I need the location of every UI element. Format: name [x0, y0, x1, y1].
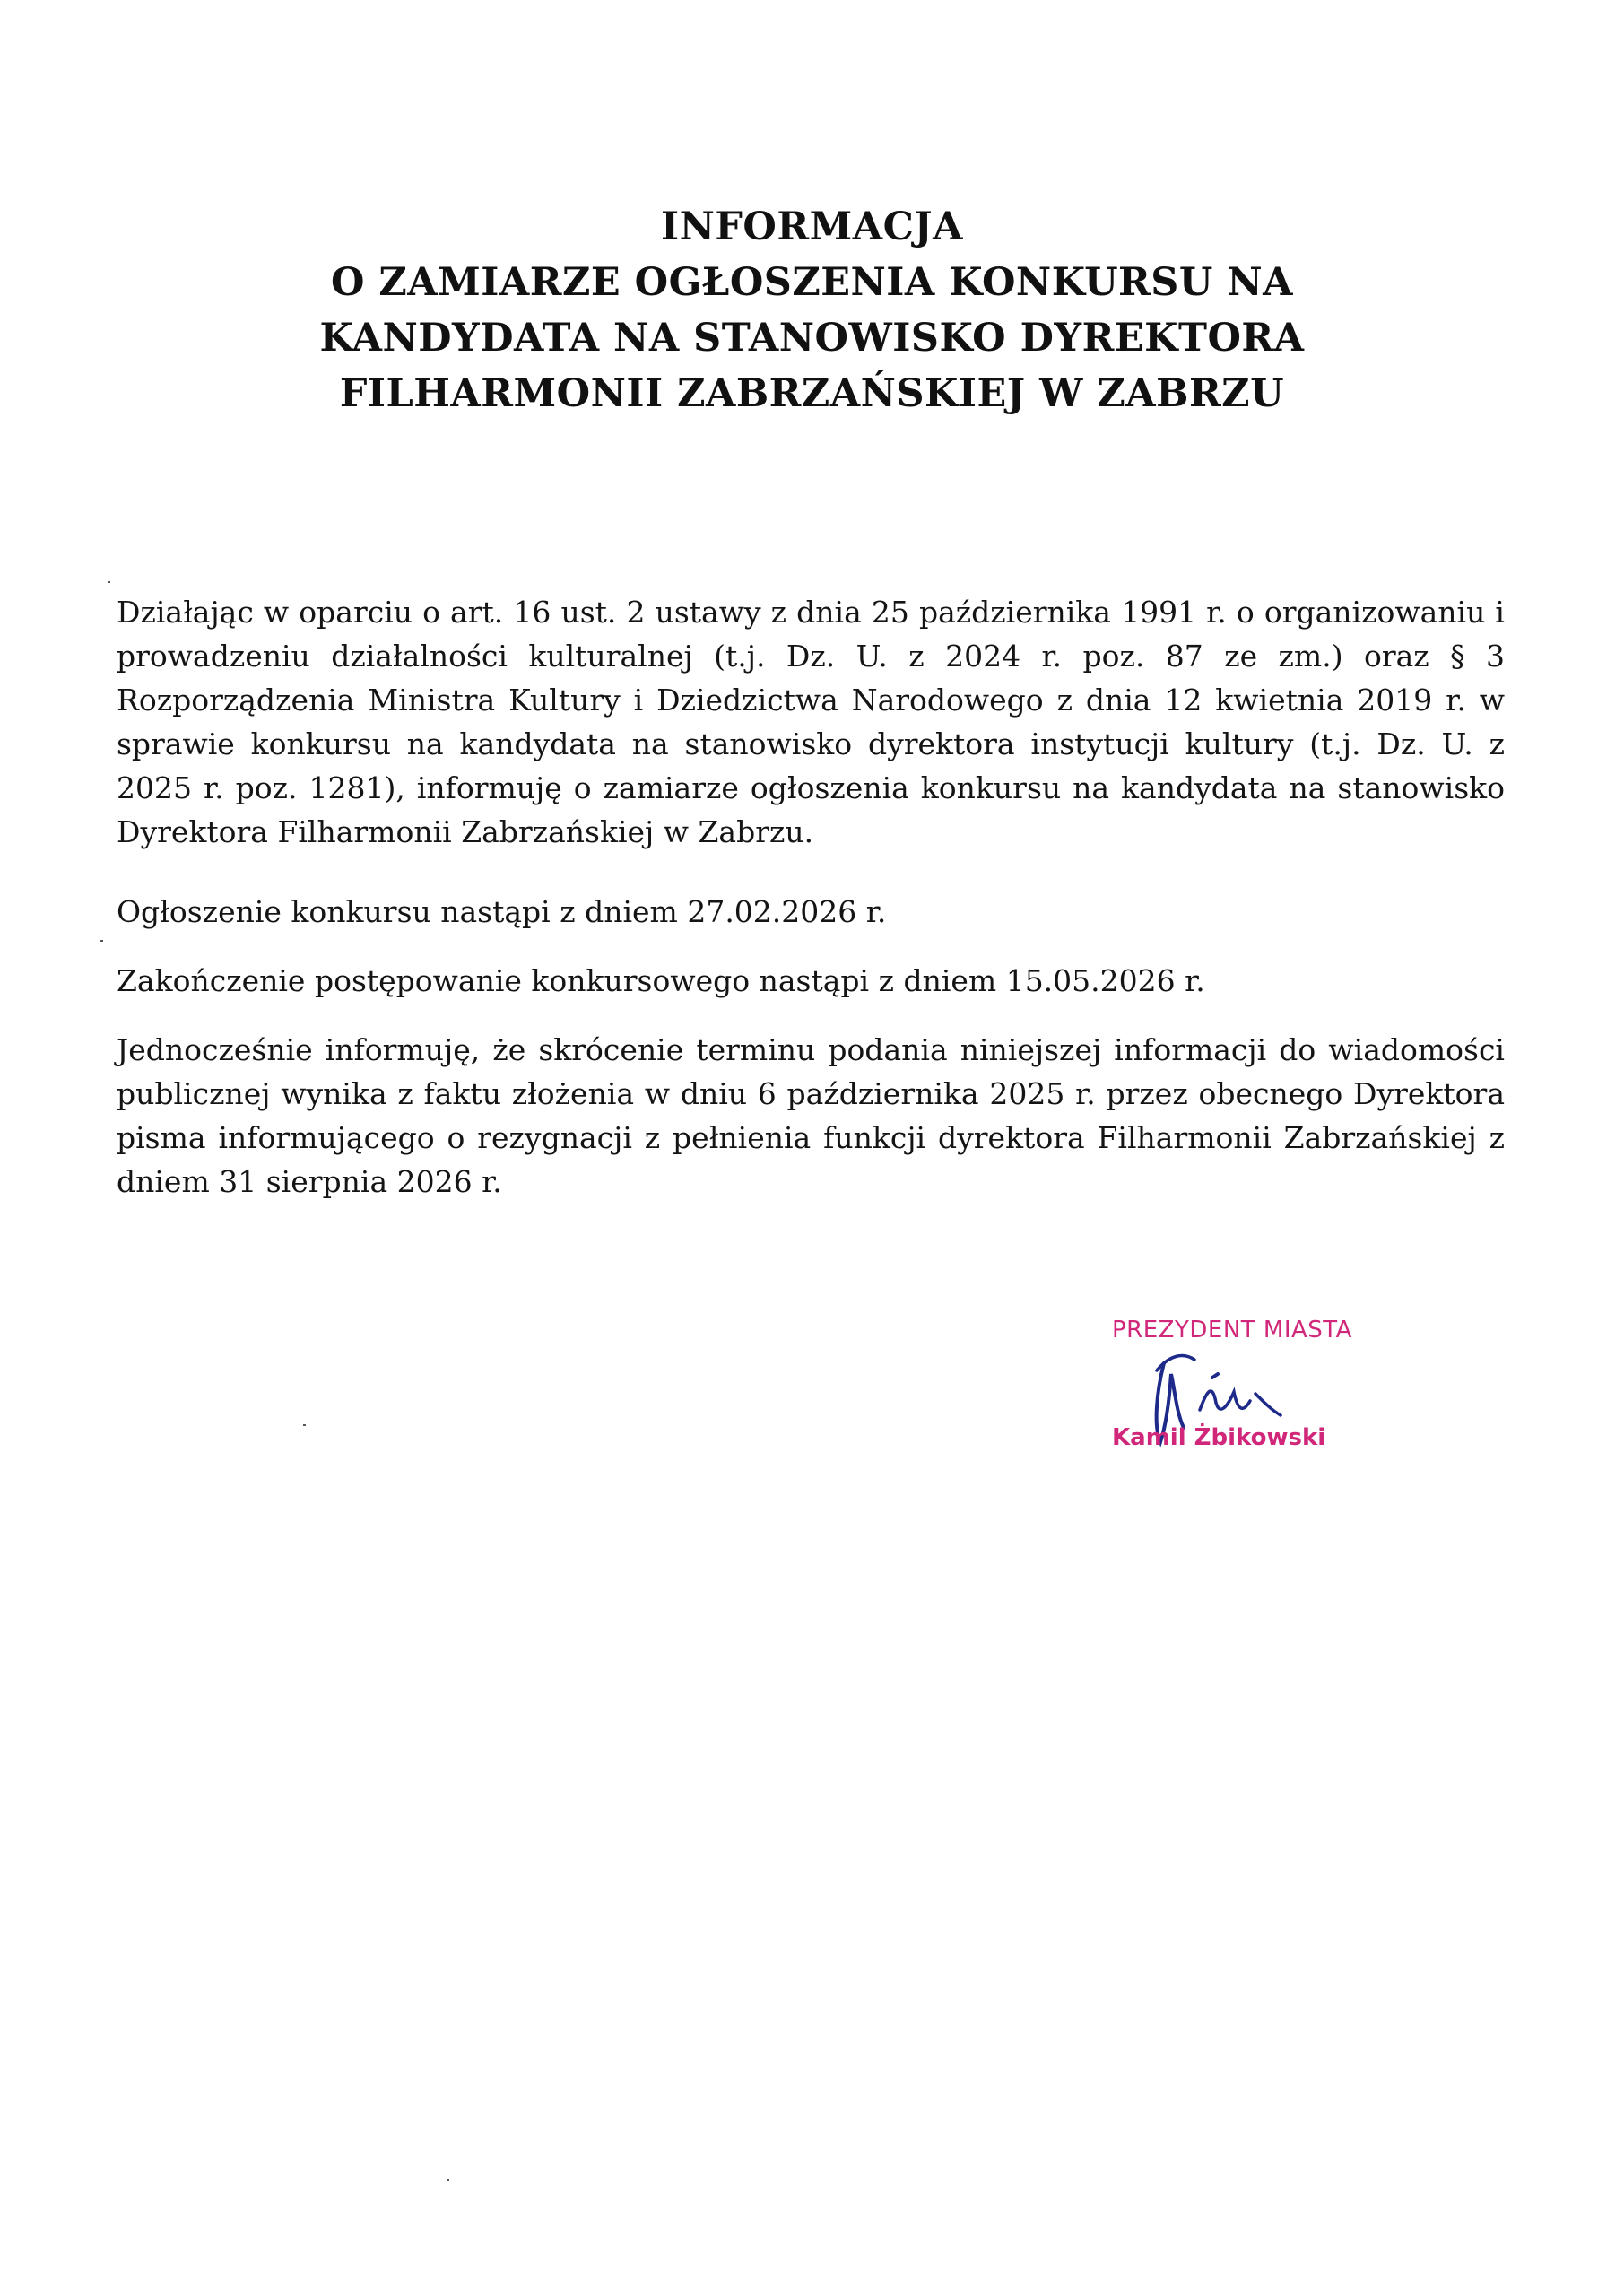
signature-name: Kamil Żbikowski: [1112, 1424, 1326, 1451]
scan-speck: [447, 2179, 449, 2181]
paragraph-completion: Zakończenie postępowanie konkursowego nastąpi z dniem 15.05.2026 r.: [117, 963, 1205, 998]
scan-speck: [108, 581, 110, 583]
title-line-2: O ZAMIARZE OGŁOSZENIA KONKURSU NA: [330, 260, 1293, 305]
scan-speck: [100, 940, 103, 942]
signature-title: PREZYDENT MIASTA: [1112, 1317, 1352, 1344]
title-line-4: FILHARMONII ZABRZAŃSKIEJ W ZABRZU: [339, 371, 1285, 416]
paragraph-note: Jednocześnie informuję, że skrócenie terminu podania niniejszej informacji do wiadomości publicznej wynika z faktu złożenia w dniu 6 października 2025 r. przez obecnego Dyrektora pisma informującego o rezygnacji z pełnienia funkcji dyrektora Filharmonii Zabrzańskiej z dniem 31 sierpnia 2026 r.: [117, 1032, 1505, 1199]
title-line-1: INFORMACJA: [660, 204, 964, 249]
signature-stamp: [1112, 1309, 1435, 1471]
paragraph-intro: Działając w oparciu o art. 16 ust. 2 ustawy z dnia 25 października 1991 r. o organizowaniu i prowadzeniu działalności kulturalnej (t.j. Dz. U. z 2024 r. poz. 87 ze zm.) oraz § 3 Rozporządzenia Ministra Kultury i Dziedzictwa Narodowego z dnia 12 kwietnia 2019 r. w sprawie konkursu na kandydata na stanowisko dyrektora instytucji kultury (t.j. Dz. U. z 2025 r. poz. 1281), informuję o zamiarze ogłoszenia konkursu na kandydata na stanowisko Dyrektora Filharmonii Zabrzańskiej w Zabrzu.: [117, 595, 1505, 849]
title-line-3: KANDYDATA NA STANOWISKO DYREKTORA: [319, 316, 1305, 361]
document-title: [0, 199, 1624, 422]
scan-speck: [303, 1424, 306, 1426]
paragraph-announcement: Ogłoszenie konkursu nastąpi z dniem 27.02.2026 r.: [117, 894, 887, 929]
